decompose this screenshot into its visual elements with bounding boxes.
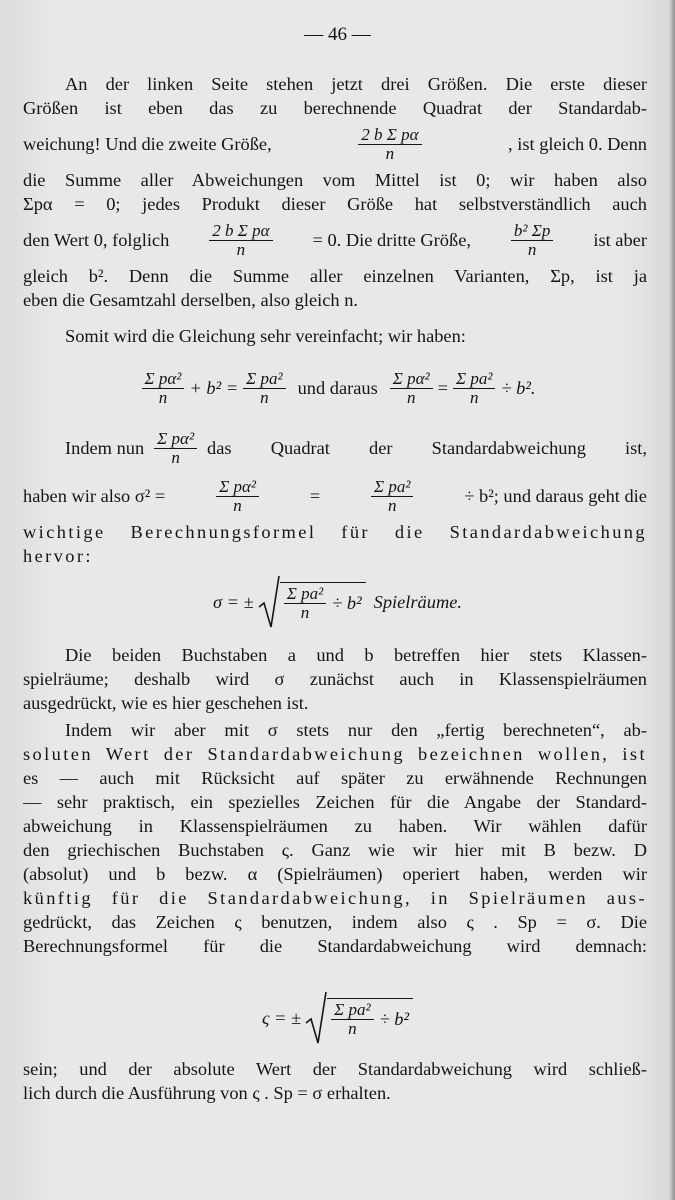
radicand xyxy=(327,998,413,1038)
square-root xyxy=(305,991,413,1045)
text-line-with-fraction xyxy=(23,424,647,472)
text-segment: das Quadrat der Standardabweichung ist, xyxy=(207,438,647,458)
formula-lhs: σ = ± xyxy=(212,591,254,612)
fraction-denominator: n xyxy=(469,387,479,407)
fraction xyxy=(209,222,272,259)
fraction-numerator: 2 b Σ pα xyxy=(358,126,421,145)
text-segment: , ist gleich 0. Denn xyxy=(508,134,647,154)
fraction xyxy=(511,222,553,259)
fraction-numerator: b² Σp xyxy=(511,222,553,241)
text-line: Berechnungsformel für die Standardabweichung wird demnach: xyxy=(23,936,647,956)
equation-segment: und daraus xyxy=(297,377,378,398)
text-line: es — auch mit Rücksicht auf später zu erwähnende Rechnungen xyxy=(23,768,647,788)
text-line: Somit wird die Gleichung sehr vereinfacht; wir haben: xyxy=(65,326,466,346)
text-line: Σpα = 0; jedes Produkt dieser Größe hat selbstverständlich auch xyxy=(23,194,647,214)
paragraph-5 xyxy=(23,718,647,958)
fraction-denominator: n xyxy=(300,603,310,622)
fraction xyxy=(358,126,421,163)
fraction xyxy=(331,1001,373,1038)
text-line-with-fraction xyxy=(23,472,647,520)
fraction-denominator: n xyxy=(527,239,537,259)
text-segment: ÷ b²; und daraus geht die xyxy=(464,486,647,506)
fraction xyxy=(390,370,433,407)
text-line: gedrückt, das Zeichen ς benutzen, indem also ς . Sp = σ. Die xyxy=(23,912,647,932)
text-line: hervor: xyxy=(23,546,93,566)
text-line: wichtige Berechnungsformel für die Standardabweichung xyxy=(23,522,647,542)
text-line: den griechischen Buchstaben ς. Ganz wie wir hier mit B bezw. D xyxy=(23,840,647,860)
text-line: die Summe aller Abweichungen vom Mittel ist 0; wir haben also xyxy=(23,170,647,190)
fraction-denominator: n xyxy=(260,387,269,407)
text-segment: den Wert 0, folglich xyxy=(23,230,170,250)
fraction xyxy=(453,370,495,407)
fraction-numerator: Σ pa² xyxy=(243,370,285,389)
fraction-numerator: Σ pα² xyxy=(216,478,259,497)
text-line: Indem wir aber mit σ stets nur den „fertig berechneten“, ab- xyxy=(65,720,647,740)
display-equation-1 xyxy=(0,360,675,416)
equation-segment: = xyxy=(437,377,449,398)
equation-segment: ÷ b². xyxy=(501,377,536,398)
fraction-denominator: n xyxy=(233,495,242,515)
fraction-numerator: 2 b Σ pα xyxy=(209,222,272,241)
formula-lhs: ς = ± xyxy=(261,1007,302,1028)
paragraph-6 xyxy=(23,1057,647,1105)
paragraph-3 xyxy=(23,424,647,568)
text-line-with-fraction xyxy=(23,120,647,168)
fraction xyxy=(142,370,185,407)
fraction-denominator: n xyxy=(388,495,397,515)
fraction-denominator: n xyxy=(158,387,168,407)
text-line: — sehr praktisch, ein spezielles Zeichen für die Angabe der Standard- xyxy=(23,792,647,812)
fraction xyxy=(216,478,259,515)
text-line: künftig für die Standardabweichung, in Spielräumen aus- xyxy=(23,888,647,908)
square-root xyxy=(258,575,366,629)
text-line: An der linken Seite stehen jetzt drei Größen. Die erste dieser xyxy=(65,74,647,94)
fraction xyxy=(243,370,285,407)
fraction-denominator: n xyxy=(171,447,180,467)
text-line: soluten Wert der Standardabweichung bezeichnen wollen, ist xyxy=(23,744,647,764)
text-segment: ist aber xyxy=(593,230,647,250)
fraction xyxy=(284,585,326,622)
page-number: — 46 — xyxy=(304,24,371,45)
text-line: eben die Gesamtzahl derselben, also gleich n. xyxy=(23,290,358,310)
text-line: Größen ist eben das zu berechnende Quadrat der Standardab- xyxy=(23,98,647,118)
fraction-denominator: n xyxy=(406,387,416,407)
fraction-numerator: Σ pa² xyxy=(331,1001,373,1020)
paragraph-4 xyxy=(23,643,647,715)
radical-sign-icon xyxy=(305,991,327,1045)
equation-segment: + b² = xyxy=(189,377,239,398)
text-segment: Indem nun xyxy=(65,438,145,458)
fraction-numerator: Σ pa² xyxy=(284,585,326,604)
paragraph-2 xyxy=(23,324,647,348)
formula-tail: ÷ b² xyxy=(379,1009,410,1029)
text-line: Die beiden Buchstaben a und b betreffen hier stets Klassen- xyxy=(65,645,647,665)
fraction-denominator: n xyxy=(236,239,246,259)
fraction-denominator: n xyxy=(385,143,395,163)
fraction-numerator: Σ pa² xyxy=(371,478,413,497)
text-segment: haben wir also σ² = xyxy=(23,486,166,506)
fraction-numerator: Σ pα² xyxy=(390,370,433,389)
fraction-numerator: Σ pα² xyxy=(142,370,185,389)
fraction-numerator: Σ pa² xyxy=(453,370,495,389)
fraction xyxy=(154,430,197,467)
display-formula-stigma xyxy=(0,988,675,1048)
text-line: ausgedrückt, wie es hier geschehen ist. xyxy=(23,693,309,713)
text-line: spielräume; deshalb wird σ zunächst auch in Klassenspielräumen xyxy=(23,669,647,689)
display-formula-sigma xyxy=(0,572,675,632)
text-line: abweichung in Klassenspielräumen zu haben. Wir wählen dafür xyxy=(23,816,647,836)
fraction-numerator: Σ pα² xyxy=(154,430,197,449)
text-segment: = 0. Die dritte Größe, xyxy=(312,230,471,250)
text-segment: = xyxy=(309,486,321,506)
text-line: lich durch die Ausführung von ς . Sp = σ erhalten. xyxy=(23,1083,391,1103)
text-line-with-fraction xyxy=(23,216,647,264)
fraction xyxy=(371,478,413,515)
text-line: (absolut) und b bezw. α (Spielräumen) operiert haben, werden wir xyxy=(23,864,647,884)
radicand xyxy=(280,582,366,622)
radical-sign-icon xyxy=(258,575,280,629)
text-line: gleich b². Denn die Summe aller einzelnen Varianten, Σp, ist ja xyxy=(23,266,647,286)
formula-label: Spielräume. xyxy=(373,591,462,612)
formula-tail: ÷ b² xyxy=(332,593,362,613)
text-line: sein; und der absolute Wert der Standardabweichung wird schließ- xyxy=(23,1059,647,1079)
paragraph-1 xyxy=(23,72,647,312)
fraction-denominator: n xyxy=(348,1019,357,1038)
text-segment: weichung! Und die zweite Größe, xyxy=(23,134,272,154)
